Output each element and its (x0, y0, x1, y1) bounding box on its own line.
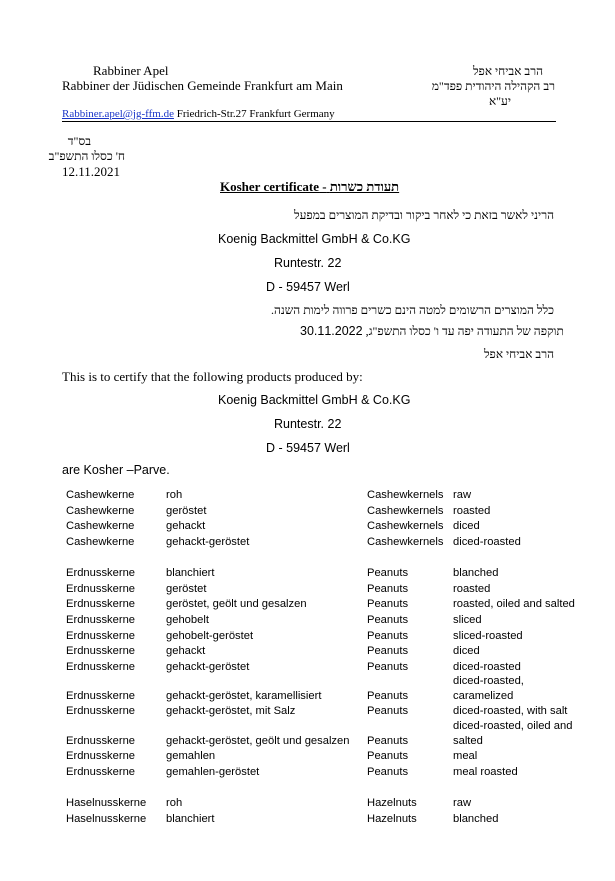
product-en-name: Peanuts (367, 630, 409, 642)
product-en-state: diced-roasted, oiled and (453, 720, 573, 732)
product-en-name: Cashewkernels (367, 520, 444, 532)
product-en-name: Hazelnuts (367, 813, 417, 825)
product-en-name: Peanuts (367, 750, 409, 762)
validity-line (300, 324, 564, 339)
city-en: D - 59457 Werl (266, 441, 350, 455)
table-row (66, 735, 586, 750)
contact-line (62, 108, 335, 120)
product-de-state: geröstet (166, 505, 207, 517)
table-row (66, 750, 586, 765)
hebrew-intro: הריני לאשר בזאת כי לאחר ביקור ובדיקת המוצרים במפעל (294, 208, 554, 222)
product-en-state: roasted, oiled and salted (453, 598, 575, 610)
product-en-name: Peanuts (367, 766, 409, 778)
product-en-state: sliced-roasted (453, 630, 523, 642)
validity-prefix: תוקפה של התעודה יפה עד ו' כסלו התשפ"ג, (365, 324, 564, 338)
product-en-name: Peanuts (367, 598, 409, 610)
rabbi-suffix-he: יע"א (488, 94, 511, 108)
product-de-state: gehackt-geröstet, karamellisiert (166, 690, 322, 702)
table-row (66, 598, 586, 613)
product-en-state: roasted (453, 583, 491, 595)
product-de-state: gemahlen (166, 750, 216, 762)
table-row (66, 536, 586, 551)
title-separator: - (319, 179, 327, 194)
product-de-state: blanchiert (166, 567, 215, 579)
english-intro: This is to certify that the following products produced by: (62, 369, 363, 384)
street-en: Runtestr. 22 (274, 417, 342, 431)
table-row (66, 614, 586, 629)
table-row (66, 583, 586, 598)
title-hebrew: תעודת כשרות (329, 179, 400, 194)
product-de-state: roh (166, 797, 183, 809)
product-en-state: caramelized (453, 690, 514, 702)
table-row (66, 661, 586, 676)
product-de-state: blanchiert (166, 813, 215, 825)
rabbi-name-de: Rabbiner Apel (93, 63, 169, 78)
gregorian-date: 12.11.2021 (62, 164, 121, 179)
product-de-state: roh (166, 489, 183, 501)
product-de-name: Erdnusskerne (66, 750, 136, 762)
product-de-name: Erdnusskerne (66, 735, 136, 747)
header-divider (62, 121, 556, 122)
product-de-name: Erdnusskerne (66, 705, 136, 717)
product-en-name: Cashewkernels (367, 536, 444, 548)
product-de-name: Cashewkerne (66, 520, 135, 532)
product-de-state: gemahlen-geröstet (166, 766, 260, 778)
product-de-name: Haselnusskerne (66, 813, 147, 825)
rabbi-name-he: הרב אביחי אפל (472, 64, 543, 78)
product-en-state: diced-roasted (453, 661, 521, 673)
title-english: Kosher certificate (220, 179, 320, 194)
product-en-name: Peanuts (367, 735, 409, 747)
product-de-state: gehackt-geröstet, mit Salz (166, 705, 296, 717)
product-de-name: Cashewkerne (66, 505, 135, 517)
product-en-name: Peanuts (367, 645, 409, 657)
product-en-name: Peanuts (367, 661, 409, 673)
product-de-state: geröstet, geölt und gesalzen (166, 598, 307, 610)
table-row (66, 675, 586, 690)
table-row (66, 690, 586, 705)
product-en-state: sliced (453, 614, 482, 626)
certificate-title (220, 179, 399, 195)
product-en-state: diced-roasted, (453, 675, 524, 687)
table-row (66, 645, 586, 660)
product-de-state: gehackt-geröstet (166, 661, 250, 673)
product-en-state: diced (453, 645, 480, 657)
product-en-state: blanched (453, 567, 499, 579)
product-en-name: Peanuts (367, 705, 409, 717)
product-en-name: Cashewkernels (367, 505, 444, 517)
hebrew-signature: הרב אביחי אפל (483, 347, 554, 361)
product-de-name: Erdnusskerne (66, 766, 136, 778)
product-de-name: Erdnusskerne (66, 630, 136, 642)
product-de-name: Erdnusskerne (66, 614, 136, 626)
product-de-state: gehackt (166, 520, 206, 532)
validity-date: 30.11.2022 (300, 324, 363, 338)
product-en-name: Cashewkernels (367, 489, 444, 501)
product-en-name: Peanuts (367, 614, 409, 626)
product-de-state: gehobelt (166, 614, 209, 626)
bsd-mark: בס"ד (67, 134, 91, 148)
table-row (66, 813, 586, 828)
rabbi-title-he: רב הקהילה היהודית פפד"מ (431, 79, 555, 93)
product-en-name: Peanuts (367, 583, 409, 595)
product-en-name: Peanuts (367, 690, 409, 702)
product-en-state: raw (453, 797, 472, 809)
hebrew-statement: כלל המוצרים הרשומים למטה הינם כשרים פרווה לימות השנה. (270, 303, 554, 317)
product-de-state: gehackt-geröstet (166, 536, 250, 548)
product-en-state: meal roasted (453, 766, 518, 778)
table-row (66, 567, 586, 582)
product-en-name: Peanuts (367, 567, 409, 579)
product-de-name: Cashewkerne (66, 536, 135, 548)
product-de-name: Erdnusskerne (66, 567, 136, 579)
company-name-he: Koenig Backmittel GmbH & Co.KG (218, 232, 411, 246)
product-en-state: raw (453, 489, 472, 501)
product-en-state: salted (453, 735, 483, 747)
rabbi-title-de: Rabbiner der Jüdischen Gemeinde Frankfurt am Main (62, 78, 343, 93)
product-de-name: Erdnusskerne (66, 598, 136, 610)
email-link[interactable]: Rabbiner.apel@jg-ffm.de (62, 108, 174, 120)
product-de-state: geröstet (166, 583, 207, 595)
hebrew-date: ח' כסלו התשפ"ב (48, 149, 125, 163)
product-de-state: gehackt-geröstet, geölt und gesalzen (166, 735, 350, 747)
product-de-state: gehackt (166, 645, 206, 657)
product-de-state: gehobelt-geröstet (166, 630, 254, 642)
product-en-name: Hazelnuts (367, 797, 417, 809)
product-en-state: diced (453, 520, 480, 532)
table-row (66, 520, 586, 535)
table-row (66, 489, 586, 504)
product-en-state: roasted (453, 505, 491, 517)
product-en-state: blanched (453, 813, 499, 825)
address-text: Friedrich-Str.27 Frankfurt Germany (176, 108, 335, 120)
table-row (66, 720, 586, 735)
table-row (66, 705, 586, 720)
product-de-name: Haselnusskerne (66, 797, 147, 809)
product-en-state: meal (453, 750, 478, 762)
conclusion: are Kosher –Parve. (62, 463, 170, 477)
product-en-state: diced-roasted (453, 536, 521, 548)
table-row (66, 630, 586, 645)
table-row (66, 766, 586, 781)
company-name-en: Koenig Backmittel GmbH & Co.KG (218, 393, 411, 407)
table-row (66, 505, 586, 520)
product-de-name: Cashewkerne (66, 489, 135, 501)
product-de-name: Erdnusskerne (66, 645, 136, 657)
table-row (66, 797, 586, 812)
product-en-state: diced-roasted, with salt (453, 705, 568, 717)
street-he: Runtestr. 22 (274, 256, 342, 270)
product-de-name: Erdnusskerne (66, 661, 136, 673)
product-de-name: Erdnusskerne (66, 690, 136, 702)
product-de-name: Erdnusskerne (66, 583, 136, 595)
city-he: D - 59457 Werl (266, 280, 350, 294)
